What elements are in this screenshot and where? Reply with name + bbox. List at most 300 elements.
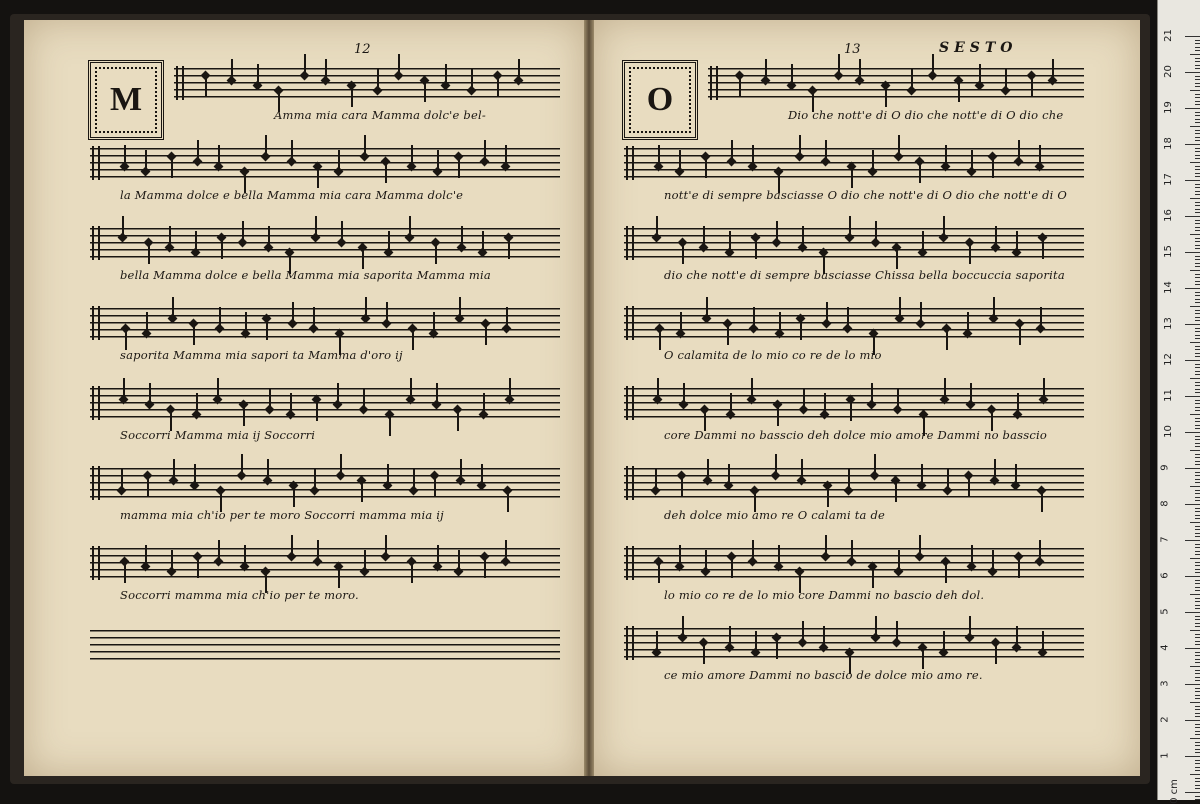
clef-mark xyxy=(626,306,634,340)
note-stem xyxy=(172,297,174,317)
note-stem xyxy=(1039,540,1041,560)
ruler-tick-minor xyxy=(1195,673,1200,674)
ruler-tick-minor xyxy=(1195,572,1200,573)
note-stem xyxy=(683,383,685,403)
staff-lines xyxy=(90,468,560,498)
ruler-tick-major xyxy=(1185,756,1200,757)
ruler-tick-minor xyxy=(1195,97,1200,98)
note-stem xyxy=(1042,239,1044,259)
note-stem xyxy=(435,244,437,264)
note-stem xyxy=(461,226,463,246)
ruler-tick-minor xyxy=(1195,677,1200,678)
ruler-tick-minor xyxy=(1195,734,1200,735)
clef-mark xyxy=(626,226,634,260)
note-stem xyxy=(265,135,267,155)
ruler-tick-minor xyxy=(1195,691,1200,692)
music-system xyxy=(624,388,1084,448)
note-stem xyxy=(411,563,413,583)
decorated-initial-o xyxy=(622,60,698,140)
book-gutter xyxy=(584,20,594,776)
note-stem xyxy=(304,54,306,74)
note-stem xyxy=(896,249,898,269)
note-stem xyxy=(485,325,487,345)
ruler-tick-minor xyxy=(1195,209,1200,210)
note-stem xyxy=(221,239,223,259)
note-stem xyxy=(121,469,123,489)
ruler-tick-minor xyxy=(1195,785,1200,786)
ruler-tick-minor xyxy=(1195,788,1200,789)
note-stem xyxy=(859,59,861,79)
note-stem xyxy=(424,82,426,102)
ruler-tick-minor xyxy=(1195,565,1200,566)
note-stem xyxy=(363,388,365,408)
ruler-tick-minor xyxy=(1195,547,1200,548)
note-stem xyxy=(898,135,900,155)
lyric-line: lo mio co re de lo mio core Dammi no bascio deh dol. xyxy=(664,588,985,602)
note-stem xyxy=(679,150,681,170)
ruler-tick-minor xyxy=(1195,61,1200,62)
note-stem xyxy=(313,307,315,327)
ruler-tick-minor xyxy=(1195,781,1200,782)
note-stem xyxy=(267,459,269,479)
note-stem xyxy=(497,77,499,97)
ruler-label: 21 xyxy=(1162,29,1174,42)
note-stem xyxy=(1015,464,1017,484)
note-stem xyxy=(293,487,295,507)
ruler-tick-minor xyxy=(1195,508,1200,509)
note-stem xyxy=(411,145,413,165)
note-stem xyxy=(752,540,754,560)
note-stem xyxy=(943,631,945,651)
note-stem xyxy=(791,64,793,84)
note-stem xyxy=(751,378,753,398)
ruler-tick-minor xyxy=(1190,270,1200,271)
note-stem xyxy=(919,535,921,555)
ruler-tick-minor xyxy=(1195,662,1200,663)
ruler-tick-minor xyxy=(1195,634,1200,635)
note-stem xyxy=(705,158,707,178)
note-stem xyxy=(729,626,731,646)
note-stem xyxy=(457,411,459,431)
note-stem xyxy=(197,140,199,160)
ruler-tick-minor xyxy=(1195,626,1200,627)
music-system xyxy=(624,148,1084,208)
note-stem xyxy=(290,393,292,413)
note-stem xyxy=(979,64,981,84)
note-stem xyxy=(437,545,439,565)
ruler-tick-minor xyxy=(1195,248,1200,249)
note-stem xyxy=(681,477,683,497)
note-stem xyxy=(437,150,439,170)
note-stem xyxy=(922,231,924,251)
ruler-tick-major xyxy=(1185,216,1200,217)
note-stem xyxy=(169,226,171,246)
ruler-tick-minor xyxy=(1195,418,1200,419)
ruler-tick-minor xyxy=(1195,475,1200,476)
note-stem xyxy=(338,150,340,170)
ruler-tick-major xyxy=(1185,684,1200,685)
note-stem xyxy=(779,312,781,332)
clef-mark xyxy=(626,386,634,420)
note-stem xyxy=(656,216,658,236)
ruler-tick-minor xyxy=(1195,616,1200,617)
ruler-tick-minor xyxy=(1195,749,1200,750)
note-stem xyxy=(149,383,151,403)
voice-part-header: SESTO xyxy=(939,40,1018,56)
ruler-tick-minor xyxy=(1195,709,1200,710)
note-stem xyxy=(945,145,947,165)
ruler-tick-minor xyxy=(1195,256,1200,257)
ruler-tick-minor xyxy=(1195,104,1200,105)
note-stem xyxy=(266,320,268,340)
ruler-tick-minor xyxy=(1195,436,1200,437)
note-stem xyxy=(755,239,757,259)
ruler-tick-minor xyxy=(1195,40,1200,41)
ruler-tick-minor xyxy=(1195,328,1200,329)
ruler-tick-minor xyxy=(1190,774,1200,775)
ruler-tick-minor xyxy=(1195,641,1200,642)
music-system xyxy=(90,388,560,448)
ruler-label: 1 xyxy=(1159,752,1171,759)
ruler-tick-minor xyxy=(1195,587,1200,588)
ruler-tick-minor xyxy=(1195,133,1200,134)
note-stem xyxy=(173,459,175,479)
music-system xyxy=(90,548,560,608)
note-stem xyxy=(994,459,996,479)
note-stem xyxy=(362,249,364,269)
ruler-tick-major xyxy=(1185,324,1200,325)
note-stem xyxy=(739,77,741,97)
note-stem xyxy=(364,135,366,155)
note-stem xyxy=(341,221,343,241)
note-stem xyxy=(968,477,970,497)
note-stem xyxy=(1018,140,1020,160)
ruler-tick-minor xyxy=(1195,482,1200,483)
ruler-tick-minor xyxy=(1190,234,1200,235)
ruler-tick-minor xyxy=(1195,389,1200,390)
ruler-label: 6 xyxy=(1159,572,1171,579)
ruler-tick-minor xyxy=(1190,162,1200,163)
music-system xyxy=(624,228,1084,288)
ruler-tick-minor xyxy=(1195,364,1200,365)
ruler-tick-minor xyxy=(1195,230,1200,231)
ruler-tick-major xyxy=(1185,648,1200,649)
note-stem xyxy=(338,568,340,588)
music-system xyxy=(624,468,1084,528)
note-stem xyxy=(410,378,412,398)
note-stem xyxy=(316,401,318,421)
note-stem xyxy=(1041,492,1043,512)
note-stem xyxy=(122,216,124,236)
ruler-tick-minor xyxy=(1195,601,1200,602)
ruler-tick-major xyxy=(1185,612,1200,613)
note-stem xyxy=(171,550,173,570)
ruler-tick-minor xyxy=(1195,490,1200,491)
ruler-tick-minor xyxy=(1195,605,1200,606)
ruler-tick-minor xyxy=(1195,367,1200,368)
note-stem xyxy=(945,563,947,583)
lyric-line: ce mio amore Dammi no bascio de dolce mio amo re. xyxy=(664,668,983,682)
ruler-tick-minor xyxy=(1195,457,1200,458)
ruler-tick-major xyxy=(1185,720,1200,721)
staff-lines xyxy=(90,148,560,178)
ruler-tick-major xyxy=(1185,432,1200,433)
music-system xyxy=(90,148,560,208)
note-stem xyxy=(898,550,900,570)
ruler-tick-minor xyxy=(1195,497,1200,498)
note-stem xyxy=(802,621,804,641)
measurement-ruler xyxy=(1157,0,1200,804)
note-stem xyxy=(946,330,948,350)
ruler-tick-minor xyxy=(1195,119,1200,120)
clef-mark xyxy=(710,66,718,100)
note-stem xyxy=(707,459,709,479)
ruler-tick-minor xyxy=(1195,166,1200,167)
ruler-tick-minor xyxy=(1195,724,1200,725)
ruler-tick-minor xyxy=(1195,241,1200,242)
ruler-tick-minor xyxy=(1195,79,1200,80)
note-stem xyxy=(471,69,473,89)
note-stem xyxy=(268,226,270,246)
note-stem xyxy=(799,135,801,155)
ruler-tick-major xyxy=(1185,36,1200,37)
note-stem xyxy=(364,550,366,570)
ruler-tick-minor xyxy=(1195,569,1200,570)
note-stem xyxy=(205,77,207,97)
note-stem xyxy=(778,545,780,565)
note-stem xyxy=(992,158,994,178)
ruler-tick-minor xyxy=(1195,130,1200,131)
ruler-tick-minor xyxy=(1190,522,1200,523)
note-stem xyxy=(682,244,684,264)
note-stem xyxy=(729,231,731,251)
note-stem xyxy=(351,87,353,107)
note-stem xyxy=(325,59,327,79)
note-stem xyxy=(875,616,877,636)
note-stem xyxy=(1019,325,1021,345)
empty-staff xyxy=(90,630,560,660)
ruler-tick-minor xyxy=(1195,299,1200,300)
note-stem xyxy=(483,393,485,413)
note-stem xyxy=(1031,77,1033,97)
lyric-line: saporita Mamma mia sapori ta Mamma d'oro ij xyxy=(120,348,403,362)
ruler-tick-minor xyxy=(1195,526,1200,527)
clef-mark xyxy=(92,226,100,260)
note-stem xyxy=(505,540,507,560)
note-stem xyxy=(658,145,660,165)
staff-lines xyxy=(90,388,560,418)
ruler-tick-major xyxy=(1185,540,1200,541)
lyric-line: nott'e di sempre basciasse O dio che nott'e di O dio che nott'e di O xyxy=(664,188,1068,202)
note-stem xyxy=(146,312,148,332)
note-stem xyxy=(433,312,435,332)
ruler-tick-minor xyxy=(1195,277,1200,278)
note-stem xyxy=(385,163,387,183)
note-stem xyxy=(838,54,840,74)
ruler-tick-minor xyxy=(1195,148,1200,149)
note-stem xyxy=(801,459,803,479)
ruler-tick-minor xyxy=(1195,706,1200,707)
ruler-tick-minor xyxy=(1190,450,1200,451)
note-stem xyxy=(848,469,850,489)
note-stem xyxy=(703,226,705,246)
note-stem xyxy=(992,550,994,570)
ruler-tick-minor xyxy=(1195,644,1200,645)
note-stem xyxy=(847,307,849,327)
note-stem xyxy=(124,563,126,583)
clef-mark xyxy=(626,626,634,660)
note-stem xyxy=(317,540,319,560)
ruler-tick-minor xyxy=(1195,220,1200,221)
note-stem xyxy=(145,150,147,170)
note-stem xyxy=(885,87,887,107)
ruler-tick-minor xyxy=(1195,227,1200,228)
ruler-label: 13 xyxy=(1162,317,1174,330)
note-stem xyxy=(969,616,971,636)
ruler-tick-minor xyxy=(1195,338,1200,339)
ruler-tick-minor xyxy=(1195,583,1200,584)
ruler-tick-minor xyxy=(1195,43,1200,44)
lyric-line: la Mamma dolce e bella Mamma mia cara Mamma dolc'e xyxy=(120,188,464,202)
note-stem xyxy=(1043,378,1045,398)
note-stem xyxy=(243,406,245,426)
ruler-tick-minor xyxy=(1195,479,1200,480)
ruler-tick-minor xyxy=(1195,194,1200,195)
note-stem xyxy=(871,383,873,403)
note-stem xyxy=(361,482,363,502)
ruler-tick-minor xyxy=(1190,90,1200,91)
music-system xyxy=(708,68,1084,128)
ruler-tick-minor xyxy=(1195,212,1200,213)
ruler-tick-minor xyxy=(1195,331,1200,332)
note-stem xyxy=(658,563,660,583)
ruler-tick-minor xyxy=(1190,342,1200,343)
ruler-tick-minor xyxy=(1195,400,1200,401)
ruler-tick-minor xyxy=(1195,302,1200,303)
ruler-tick-major xyxy=(1185,360,1200,361)
note-stem xyxy=(943,216,945,236)
music-system xyxy=(90,228,560,288)
ruler-tick-minor xyxy=(1195,472,1200,473)
note-stem xyxy=(703,644,705,664)
note-stem xyxy=(507,492,509,512)
ruler-tick-major xyxy=(1185,576,1200,577)
clef-mark xyxy=(176,66,184,100)
note-stem xyxy=(995,644,997,664)
note-stem xyxy=(896,621,898,641)
note-stem xyxy=(731,140,733,160)
ruler-tick-minor xyxy=(1195,688,1200,689)
lyric-line: bella Mamma dolce e bella Mamma mia saporita Mamma mia xyxy=(120,268,491,282)
ruler-tick-minor xyxy=(1195,140,1200,141)
note-stem xyxy=(365,297,367,317)
lyric-line: deh dolce mio amo re O calami ta de xyxy=(664,508,886,522)
note-stem xyxy=(849,216,851,236)
ruler-tick-minor xyxy=(1195,695,1200,696)
ruler-tick-minor xyxy=(1195,727,1200,728)
ruler-tick-minor xyxy=(1195,598,1200,599)
note-stem xyxy=(315,216,317,236)
lyric-line: O calamita de lo mio co re de lo mio xyxy=(664,348,882,362)
ruler-tick-major xyxy=(1185,144,1200,145)
note-stem xyxy=(269,388,271,408)
ruler-label: 20 xyxy=(1162,65,1174,78)
note-stem xyxy=(825,535,827,555)
ruler-tick-minor xyxy=(1195,374,1200,375)
ruler-tick-minor xyxy=(1195,137,1200,138)
note-stem xyxy=(218,540,220,560)
note-stem xyxy=(458,550,460,570)
ruler-tick-minor xyxy=(1195,191,1200,192)
note-stem xyxy=(412,330,414,350)
note-stem xyxy=(1039,145,1041,165)
ruler-tick-minor xyxy=(1195,659,1200,660)
note-stem xyxy=(505,145,507,165)
ruler-tick-minor xyxy=(1190,558,1200,559)
ruler-tick-minor xyxy=(1195,223,1200,224)
ruler-tick-minor xyxy=(1195,655,1200,656)
note-stem xyxy=(802,226,804,246)
note-stem xyxy=(851,168,853,188)
lyric-line: core Dammi no basscio deh dolce mio amore Dammi no basscio xyxy=(664,428,1048,442)
ruler-tick-minor xyxy=(1195,310,1200,311)
note-stem xyxy=(803,388,805,408)
ruler-tick-minor xyxy=(1190,630,1200,631)
note-stem xyxy=(194,464,196,484)
ruler-tick-minor xyxy=(1195,713,1200,714)
ruler-tick-minor xyxy=(1195,238,1200,239)
ruler-tick-minor xyxy=(1195,281,1200,282)
ruler-label: 19 xyxy=(1162,101,1174,114)
note-stem xyxy=(171,158,173,178)
note-stem xyxy=(875,221,877,241)
ruler-tick-minor xyxy=(1195,461,1200,462)
note-stem xyxy=(196,393,198,413)
ruler-tick-minor xyxy=(1195,274,1200,275)
note-stem xyxy=(705,550,707,570)
music-system xyxy=(90,308,560,368)
note-stem xyxy=(218,145,220,165)
ruler-tick-minor xyxy=(1195,68,1200,69)
ruler-tick-minor xyxy=(1195,637,1200,638)
ruler-tick-minor xyxy=(1195,428,1200,429)
ruler-tick-minor xyxy=(1195,680,1200,681)
ruler-tick-minor xyxy=(1195,623,1200,624)
ruler-tick-minor xyxy=(1195,580,1200,581)
note-stem xyxy=(1016,231,1018,251)
ruler-label: 4 xyxy=(1159,644,1171,651)
note-stem xyxy=(1052,59,1054,79)
note-stem xyxy=(827,487,829,507)
ruler-tick-minor xyxy=(1190,666,1200,667)
ruler-label: 8 xyxy=(1159,500,1171,507)
ruler-tick-minor xyxy=(1195,392,1200,393)
ruler-tick-minor xyxy=(1195,155,1200,156)
staff-lines xyxy=(90,548,560,578)
ruler-tick-minor xyxy=(1195,284,1200,285)
ruler-tick-minor xyxy=(1190,54,1200,55)
ruler-tick-minor xyxy=(1195,86,1200,87)
ruler-tick-minor xyxy=(1195,670,1200,671)
note-stem xyxy=(656,631,658,651)
ruler-tick-minor xyxy=(1195,544,1200,545)
ruler-tick-minor xyxy=(1195,698,1200,699)
note-stem xyxy=(776,221,778,241)
note-stem xyxy=(124,145,126,165)
note-stem xyxy=(911,69,913,89)
note-stem xyxy=(518,59,520,79)
ruler-tick-minor xyxy=(1195,101,1200,102)
